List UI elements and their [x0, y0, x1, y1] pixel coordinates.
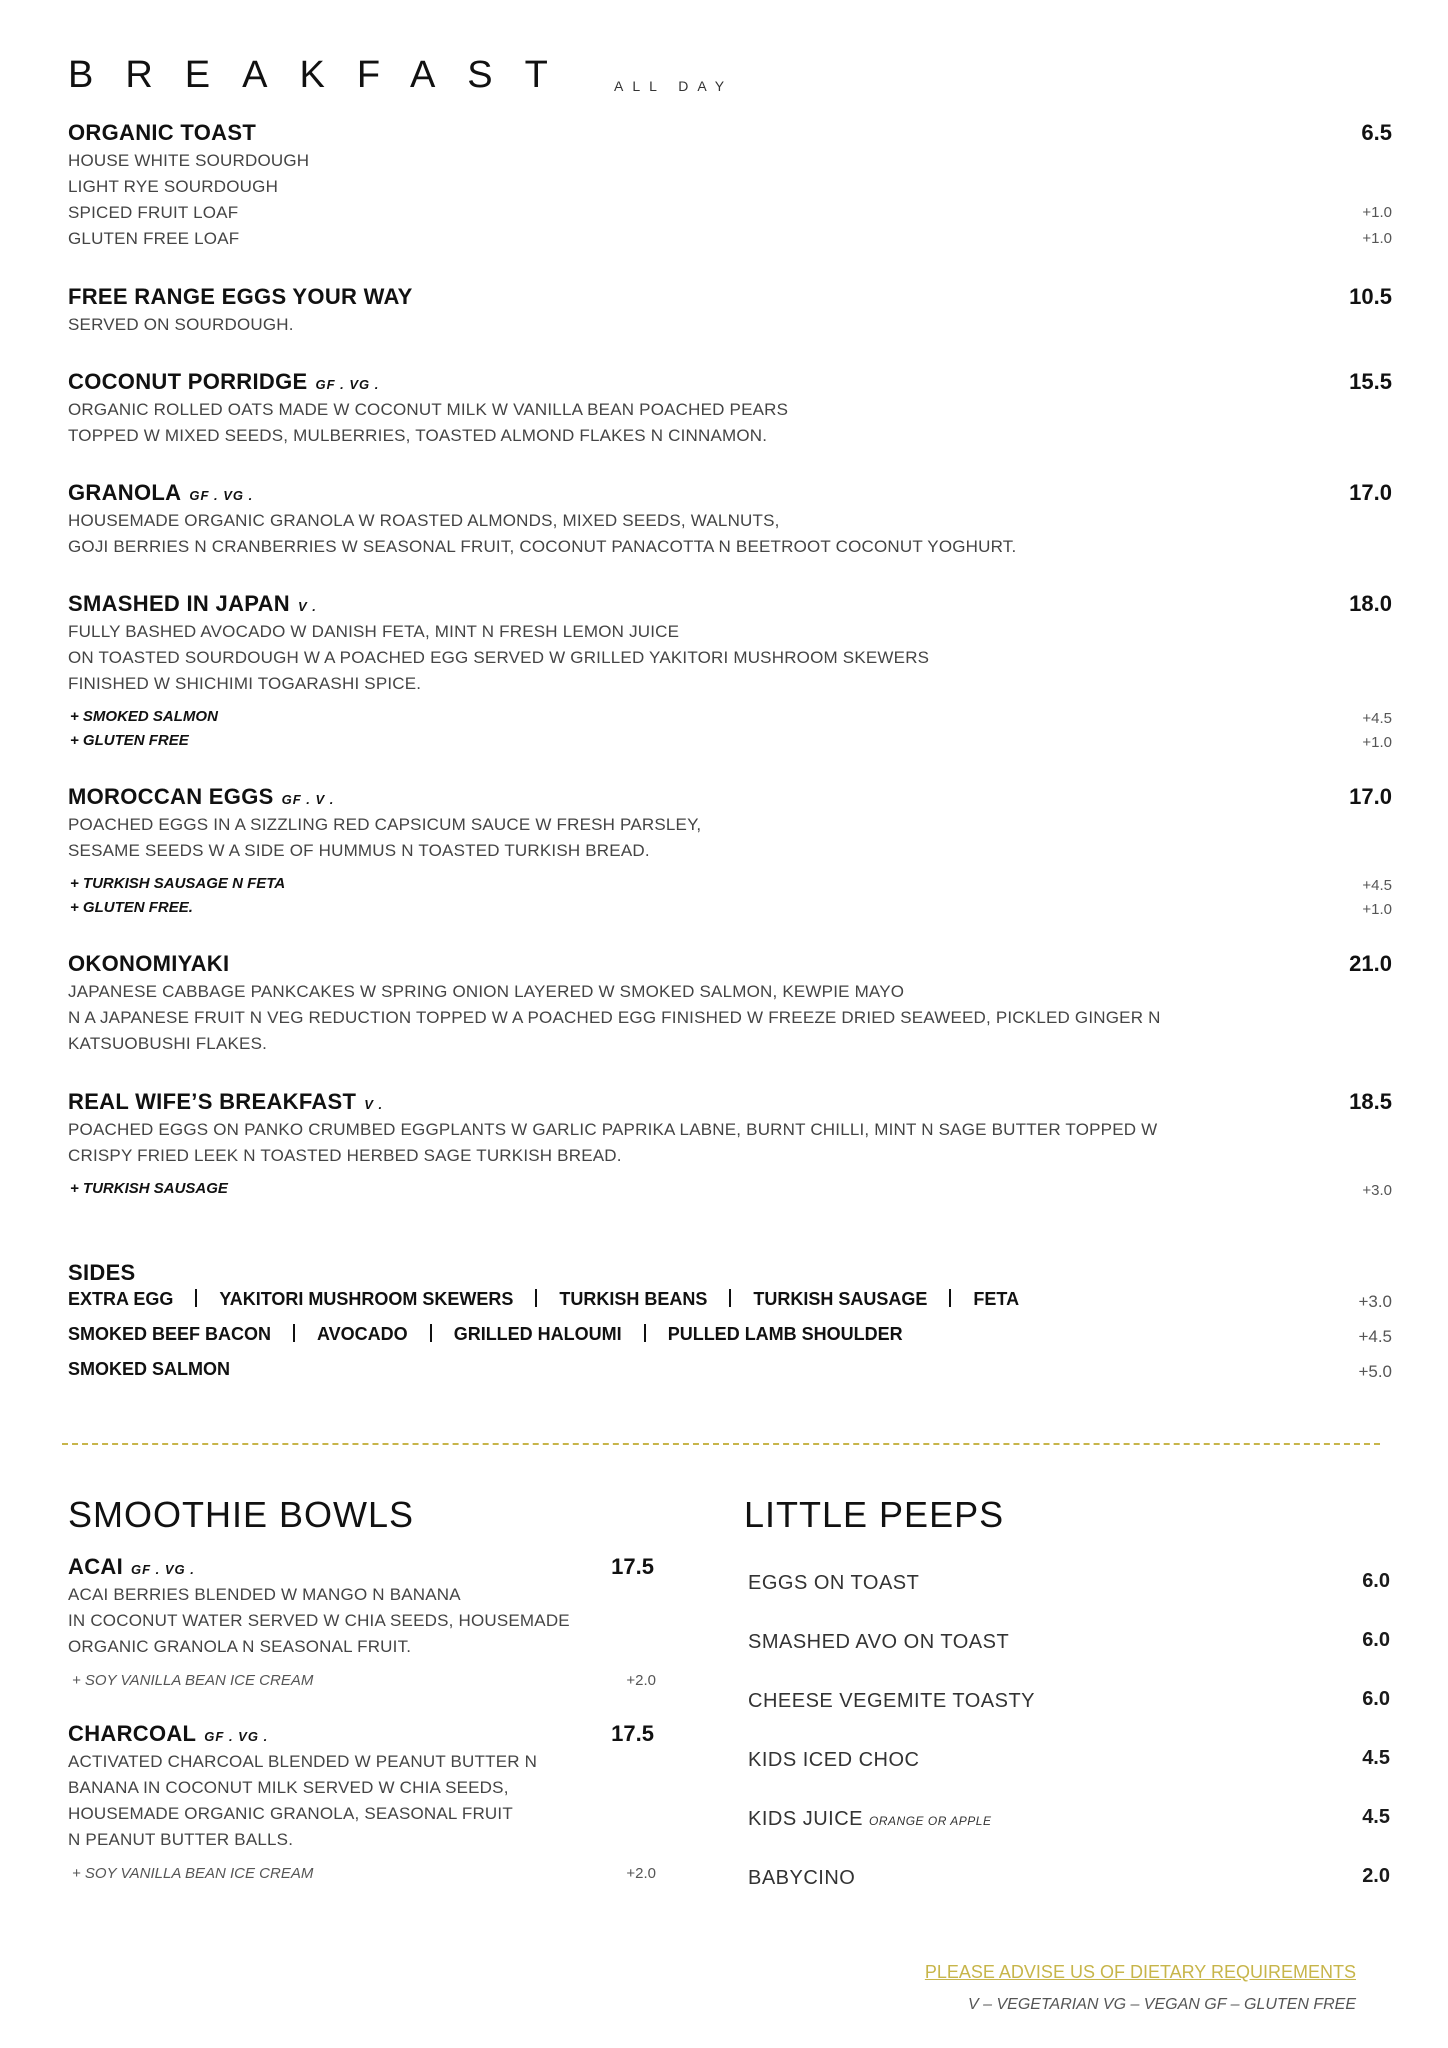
item-desc: N PEANUT BUTTER BALLS. — [68, 1830, 294, 1849]
kids-price: 4.5 — [1362, 1806, 1390, 1828]
item-desc: FULLY BASHED AVOCADO W DANISH FETA, MINT N FRESH LEMON JUICE — [68, 622, 680, 641]
kids-item: BABYCINO — [748, 1867, 856, 1889]
dietary-tag: V . — [364, 1097, 384, 1112]
side-item: PULLED LAMB SHOULDER — [667, 1324, 903, 1344]
item-price-granola: 17.0 — [1349, 480, 1392, 505]
item-desc: SPICED FRUIT LOAF — [68, 203, 239, 222]
addon-price: +2.0 — [626, 1865, 656, 1882]
divider — [949, 1289, 951, 1307]
item-desc: SESAME SEEDS W A SIDE OF HUMMUS N TOASTED TURKISH BREAD. — [68, 841, 650, 860]
addon-price: +1.0 — [1362, 901, 1392, 918]
item-price-moroccan: 17.0 — [1349, 784, 1392, 809]
dietary-legend: V – VEGETARIAN VG – VEGAN GF – GLUTEN FREE — [968, 1996, 1356, 2013]
kids-item: SMASHED AVO ON TOAST — [748, 1631, 1010, 1653]
side-item: AVOCADO — [317, 1324, 408, 1344]
item-price-charcoal: 17.5 — [611, 1721, 654, 1746]
item-desc: GOJI BERRIES N CRANBERRIES W SEASONAL FRUIT, COCONUT PANACOTTA N BEETROOT COCONUT YOGHURT. — [68, 537, 1017, 556]
sides-price: +3.0 — [1358, 1292, 1392, 1311]
dietary-tag: GF . VG . — [189, 488, 254, 503]
item-desc: HOUSEMADE ORGANIC GRANOLA, SEASONAL FRUIT — [68, 1804, 513, 1823]
item-desc: ON TOASTED SOURDOUGH W A POACHED EGG SERVED W GRILLED YAKITORI MUSHROOM SKEWERS — [68, 648, 930, 667]
dietary-tag: GF . VG . — [130, 1562, 195, 1577]
item-desc: GLUTEN FREE LOAF — [68, 229, 240, 248]
kids-price: 6.0 — [1362, 1629, 1390, 1651]
item-name-toast: ORGANIC TOAST — [68, 120, 257, 145]
menu-subtitle: ALL DAY — [614, 78, 734, 94]
item-desc: CRISPY FRIED LEEK N TOASTED HERBED SAGE TURKISH BREAD. — [68, 1146, 622, 1165]
item-desc: KATSUOBUSHI FLAKES. — [68, 1034, 268, 1053]
item-desc: HOUSE WHITE SOURDOUGH — [68, 151, 310, 170]
dietary-tag: V . — [297, 599, 317, 614]
dietary-tag: GF . V . — [281, 792, 335, 807]
sides-row — [68, 1324, 903, 1345]
addon-price: +4.5 — [1362, 877, 1392, 894]
addon-label: + GLUTEN FREE — [70, 732, 189, 749]
addon-price: +1.0 — [1362, 734, 1392, 751]
sides-price: +5.0 — [1358, 1362, 1392, 1381]
addon-label: + TURKISH SAUSAGE — [70, 1180, 228, 1197]
side-item: FETA — [973, 1289, 1020, 1309]
side-item: TURKISH SAUSAGE — [753, 1289, 928, 1309]
item-desc: SERVED ON SOURDOUGH. — [68, 315, 294, 334]
side-item: YAKITORI MUSHROOM SKEWERS — [219, 1289, 514, 1309]
sides-price: +4.5 — [1358, 1327, 1392, 1346]
addon-price: +4.5 — [1362, 710, 1392, 727]
addon-price: +1.0 — [1362, 204, 1392, 221]
kids-item: KIDS JUICE ORANGE OR APPLE — [748, 1808, 992, 1830]
kids-price: 4.5 — [1362, 1747, 1390, 1769]
side-item: EXTRA EGG — [68, 1289, 174, 1309]
sides-title: SIDES — [68, 1260, 136, 1285]
sides-row — [68, 1289, 1019, 1310]
item-desc: POACHED EGGS IN A SIZZLING RED CAPSICUM SAUCE W FRESH PARSLEY, — [68, 815, 702, 834]
item-price-smashed: 18.0 — [1349, 591, 1392, 616]
item-desc: BANANA IN COCONUT MILK SERVED W CHIA SEEDS, — [68, 1778, 509, 1797]
sides-row — [68, 1359, 230, 1380]
item-name-moroccan: MOROCCAN EGGS GF . V . — [68, 784, 335, 809]
item-desc: IN COCONUT WATER SERVED W CHIA SEEDS, HOUSEMADE — [68, 1611, 570, 1630]
item-desc: POACHED EGGS ON PANKO CRUMBED EGGPLANTS W GARLIC PAPRIKA LABNE, BURNT CHILLI, MINT N SAGE BUTTER TOPPED W — [68, 1120, 1158, 1139]
kids-item: EGGS ON TOAST — [748, 1572, 920, 1594]
addon-price: +1.0 — [1362, 230, 1392, 247]
item-desc: HOUSEMADE ORGANIC GRANOLA W ROASTED ALMONDS, MIXED SEEDS, WALNUTS, — [68, 511, 780, 530]
item-name-smashed: SMASHED IN JAPAN V . — [68, 591, 317, 616]
addon-label: + GLUTEN FREE. — [70, 899, 193, 916]
side-item: SMOKED BEEF BACON — [68, 1324, 272, 1344]
kids-item: CHEESE VEGEMITE TOASTY — [748, 1690, 1035, 1712]
addon-label: + SOY VANILLA BEAN ICE CREAM — [72, 1672, 314, 1689]
item-desc: TOPPED W MIXED SEEDS, MULBERRIES, TOASTED ALMOND FLAKES N CINNAMON. — [68, 426, 768, 445]
divider — [293, 1324, 295, 1342]
divider — [729, 1289, 731, 1307]
section-divider — [62, 1443, 1380, 1445]
addon-label: + SMOKED SALMON — [70, 708, 218, 725]
kids-price: 2.0 — [1362, 1865, 1390, 1887]
item-name-eggs: FREE RANGE EGGS YOUR WAY — [68, 284, 413, 309]
dietary-tag: GF . VG . — [315, 377, 380, 392]
side-item: SMOKED SALMON — [68, 1359, 230, 1379]
item-price-eggs: 10.5 — [1349, 284, 1392, 309]
side-item: TURKISH BEANS — [559, 1289, 708, 1309]
divider — [430, 1324, 432, 1342]
item-name-charcoal: CHARCOAL GF . VG . — [68, 1721, 269, 1746]
side-item: GRILLED HALOUMI — [453, 1324, 622, 1344]
item-desc: N A JAPANESE FRUIT N VEG REDUCTION TOPPED W A POACHED EGG FINISHED W FREEZE DRIED SEAWEED, PICKLED GINGER N — [68, 1008, 1161, 1027]
item-name-acai: ACAI GF . VG . — [68, 1554, 195, 1579]
item-desc: ORGANIC GRANOLA N SEASONAL FRUIT. — [68, 1637, 412, 1656]
kids-item-note: ORANGE OR APPLE — [869, 1814, 992, 1828]
kids-price: 6.0 — [1362, 1570, 1390, 1592]
item-name-granola: GRANOLA GF . VG . — [68, 480, 254, 505]
item-price-okonomiyaki: 21.0 — [1349, 951, 1392, 976]
item-price-porridge: 15.5 — [1349, 369, 1392, 394]
addon-price: +3.0 — [1362, 1182, 1392, 1199]
kids-price: 6.0 — [1362, 1688, 1390, 1710]
divider — [195, 1289, 197, 1307]
item-price-acai: 17.5 — [611, 1554, 654, 1579]
item-name-okonomiyaki: OKONOMIYAKI — [68, 951, 230, 976]
item-desc: ORGANIC ROLLED OATS MADE W COCONUT MILK W VANILLA BEAN POACHED PEARS — [68, 400, 789, 419]
item-name-realwife: REAL WIFE’S BREAKFAST V . — [68, 1089, 384, 1114]
addon-label: + TURKISH SAUSAGE N FETA — [70, 875, 286, 892]
divider — [535, 1289, 537, 1307]
addon-label: + SOY VANILLA BEAN ICE CREAM — [72, 1865, 314, 1882]
item-price-toast: 6.5 — [1361, 120, 1392, 145]
item-name-porridge: COCONUT PORRIDGE GF . VG . — [68, 369, 380, 394]
kids-item: KIDS ICED CHOC — [748, 1749, 920, 1771]
item-desc: ACTIVATED CHARCOAL BLENDED W PEANUT BUTTER N — [68, 1752, 538, 1771]
smoothie-title: SMOOTHIE BOWLS — [68, 1494, 415, 1535]
item-desc: ACAI BERRIES BLENDED W MANGO N BANANA — [68, 1585, 461, 1604]
item-desc: FINISHED W SHICHIMI TOGARASHI SPICE. — [68, 674, 422, 693]
dietary-tag: GF . VG . — [204, 1729, 269, 1744]
item-price-realwife: 18.5 — [1349, 1089, 1392, 1114]
item-desc: LIGHT RYE SOURDOUGH — [68, 177, 279, 196]
addon-price: +2.0 — [626, 1672, 656, 1689]
kids-title: LITTLE PEEPS — [744, 1494, 1005, 1535]
dietary-notice: PLEASE ADVISE US OF DIETARY REQUIREMENTS — [924, 1962, 1356, 1982]
divider — [644, 1324, 646, 1342]
item-desc: JAPANESE CABBAGE PANKCAKES W SPRING ONION LAYERED W SMOKED SALMON, KEWPIE MAYO — [68, 982, 905, 1001]
menu-title: BREAKFAST — [68, 54, 580, 96]
